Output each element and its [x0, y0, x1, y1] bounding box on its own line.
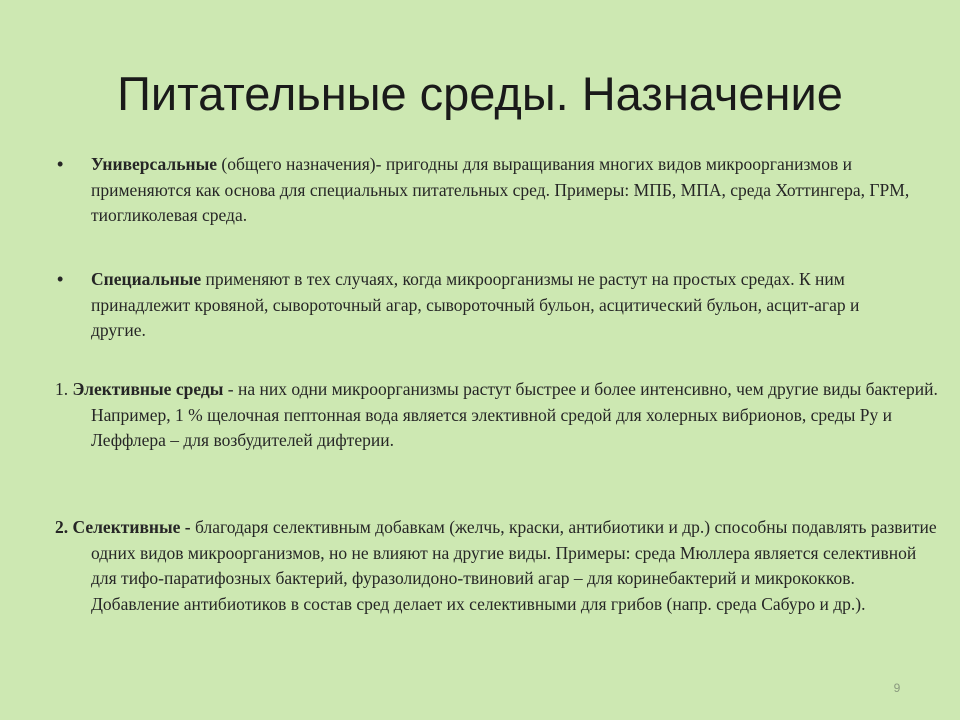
page-number: 9 [893, 681, 901, 695]
text-universal: (общего назначения)- пригодны для выращивания многих видов микроорганизмов и применяются как основа для специальных питательных сред. Примеры: МПБ, МПА, среда Хоттингера, ГРМ, тиогликолевая среда. [91, 154, 910, 225]
term-elective: Элективные среды [72, 379, 224, 399]
bullet-icon: • [57, 269, 64, 289]
bullet-icon: • [57, 154, 64, 174]
text-elective: - на них одни микроорганизмы растут быстрее и более интенсивно, чем другие виды бактерий. Например, 1 % щелочная пептонная вода является элективной средой для холерных вибрионов, среды Ру и Леффлера – для возбудителей дифтерии. [91, 379, 938, 450]
list-item-universal [57, 152, 911, 229]
list-item-special [57, 267, 911, 344]
term-selective: 2. Селективные - [55, 517, 191, 537]
number-elective: 1. [55, 379, 73, 399]
text-selective: благодаря селективным добавкам (желчь, краски, антибиотики и др.) способны подавлять развитие одних видов микроорганизмов, но не влияют на другие виды. Примеры: среда Мюллера является селективной для тифо-паратифозных бактерий, фуразолидоно-твиновий агар – для коринебактерий и микрококков. Добавление антибиотиков в состав сред делает их селективными для грибов (напр. среда Сабуро и др.). [91, 517, 937, 614]
list-item-selective [55, 515, 941, 617]
list-item-elective [55, 377, 941, 454]
text-special: применяют в тех случаях, когда микроорганизмы не растут на простых средах. К ним принадлежит кровяной, сывороточный агар, сывороточный бульон, асцитический бульон, асцит-агар и другие. [91, 269, 860, 340]
term-special: Специальные [91, 269, 202, 289]
slide-title: Питательные среды. Назначение [117, 67, 843, 120]
term-universal: Универсальные [91, 154, 217, 174]
